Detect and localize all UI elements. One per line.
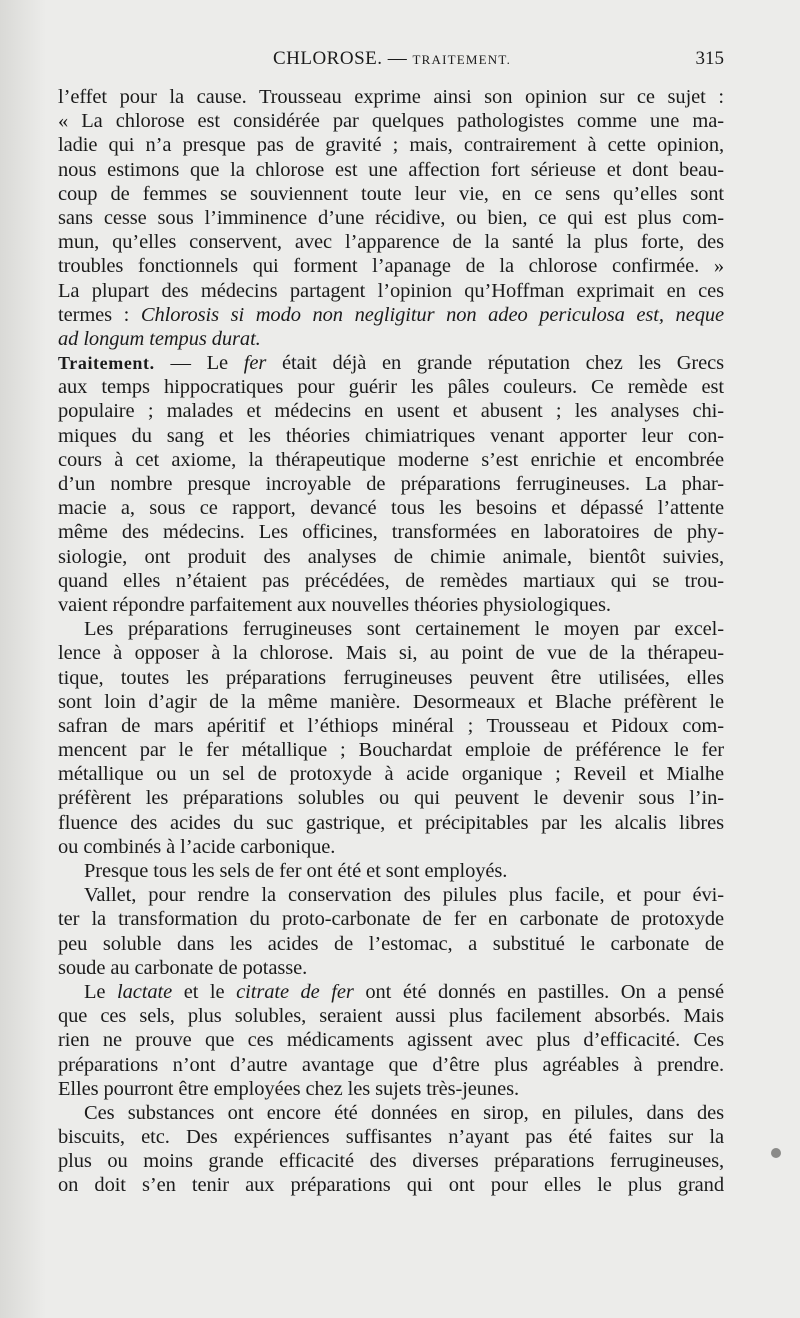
text-line <box>58 762 724 786</box>
text-line <box>58 399 724 423</box>
text-line <box>58 1004 724 1028</box>
text-line <box>58 1149 724 1173</box>
text-run: — Le <box>154 352 244 375</box>
text-line <box>58 956 724 980</box>
text-run: on doit s’en tenir aux préparations qui ont pour elles le plus grand <box>58 1174 724 1197</box>
text-line <box>58 448 724 472</box>
text-line <box>58 375 724 399</box>
text-line <box>58 351 724 375</box>
text-line <box>58 738 724 762</box>
italic-phrase: ad longum tempus durat. <box>58 327 261 350</box>
text-run: Le <box>84 980 118 1003</box>
text-line <box>58 714 724 738</box>
italic-phrase: Chlorosis si modo non negligitur non adeo periculosa est, <box>140 303 664 326</box>
text-line <box>58 496 724 520</box>
text-line <box>58 1101 724 1125</box>
text-run <box>664 304 676 326</box>
text-line <box>58 786 724 810</box>
text-run: cours à cet axiome, la thérapeutique moderne s’est enrichie et encombrée <box>58 448 724 471</box>
text-line <box>58 158 724 182</box>
page-number: 315 <box>695 48 724 69</box>
text-run: soude au carbonate de potasse. <box>58 956 308 979</box>
text-line <box>58 109 724 133</box>
text-line <box>58 230 724 254</box>
text-run: Les préparations ferrugineuses sont certainement le moyen par excel- <box>84 618 724 641</box>
text-run: mencent par le fer métallique ; Bouchardat emploie de préférence le fer <box>58 739 724 762</box>
text-run: « La chlorose est considérée par quelques pathologistes comme une ma- <box>58 110 724 133</box>
text-run: aux temps hippocratiques pour guérir les pâles couleurs. Ce remède est <box>58 376 724 399</box>
text-line <box>58 85 724 109</box>
text-run: quand elles n’étaient pas précédées, de remèdes martiaux qui se trou- <box>58 569 724 592</box>
text-run: était déjà en grande réputation chez les Grecs <box>266 352 724 375</box>
body-text <box>58 85 724 1198</box>
header-chapter: CHLOROSE. <box>272 48 383 69</box>
text-line <box>58 472 724 496</box>
text-line <box>58 569 724 593</box>
text-run: d’un nombre presque incroyable de préparations ferrugineuses. La phar- <box>58 473 724 495</box>
text-run: siologie, ont produit des analyses de chimie animale, bientôt suivies, <box>58 545 724 568</box>
text-run: ou combinés à l’acide carbonique. <box>58 835 336 858</box>
text-run: même des médecins. Les officines, transformées en laboratoires de phy- <box>58 521 724 544</box>
text-line <box>58 811 724 835</box>
text-line <box>58 859 724 883</box>
text-line <box>58 424 724 448</box>
text-run: Elles pourront être employées chez les sujets très-jeunes. <box>58 1077 519 1100</box>
text-run: Vallet, pour rendre la conservation des pilules plus facile, et pour évi- <box>84 884 724 907</box>
text-line <box>58 520 724 544</box>
italic-phrase: neque <box>675 303 724 326</box>
text-line <box>58 327 724 351</box>
text-run: mun, qu’elles conservent, avec l’apparence de la santé la plus forte, des <box>58 231 724 254</box>
text-run: peu soluble dans les acides de l’estomac, a substitué le carbonate de <box>58 932 724 955</box>
text-run: sont loin d’agir de la même manière. Desormeaux et Blache préfèrent le <box>58 690 724 713</box>
text-line <box>58 593 724 617</box>
text-run: biscuits, etc. Des expériences suffisantes n’ayant pas été faites sur la <box>58 1126 724 1149</box>
text-line <box>58 206 724 230</box>
text-line <box>58 617 724 641</box>
text-run: sans cesse sous l’imminence d’une récidive, ou bien, ce qui est plus com- <box>58 206 724 229</box>
text-run: populaire ; malades et médecins en usent et abusent ; les analyses chi- <box>58 400 724 423</box>
text-line <box>58 545 724 569</box>
text-run: l’effet pour la cause. Trousseau exprime ainsi son opinion sur ce sujet : <box>58 86 724 108</box>
text-line <box>58 1028 724 1052</box>
text-run: Presque tous les sels de fer ont été et sont employés. <box>84 860 508 882</box>
text-run: miques du sang et les théories chimiatriques venant apporter leur con- <box>58 424 724 447</box>
text-line <box>58 690 724 714</box>
text-run: tique, toutes les préparations ferrugineuses peuvent être utilisées, elles <box>58 666 724 689</box>
text-line <box>58 303 724 327</box>
italic-phrase: fer <box>243 352 267 375</box>
text-line <box>58 932 724 956</box>
text-run: safran de mars apéritif et l’éthiops minéral ; Trousseau et Pidoux com- <box>58 714 724 737</box>
text-line <box>58 835 724 859</box>
text-run: préparations n’ont d’autre avantage que d’être plus agréables à prendre. <box>58 1053 724 1076</box>
text-line <box>58 1077 724 1101</box>
text-run: La plupart des médecins partagent l’opinion qu’Hoffman exprimait en ces <box>58 279 724 302</box>
text-run: ter la transformation du proto-carbonate de fer en carbonate de protoxyde <box>58 908 724 931</box>
text-line <box>58 1125 724 1149</box>
ink-spot <box>771 1148 781 1158</box>
text-run: ont été donnés en pastilles. On a pensé <box>353 980 725 1003</box>
text-run: termes : <box>58 303 141 326</box>
text-line <box>58 980 724 1004</box>
page-gutter-shadow <box>0 0 46 1318</box>
text-run: rien ne prouve que ces médicaments agissent avec plus d’efficacité. Ces <box>58 1029 724 1052</box>
text-line <box>58 279 724 303</box>
text-line <box>58 883 724 907</box>
text-run: nous estimons que la chlorose est une affection fort sérieuse et dont beau- <box>58 158 724 181</box>
text-run: vaient répondre parfaitement aux nouvelles théories physiologiques. <box>58 593 611 616</box>
text-run: coup de femmes se souviennent toute leur vie, en ce sens qu’elles sont <box>58 182 724 205</box>
text-run: macie a, sous ce rapport, devancé tous les besoins et dépassé l’attente <box>58 497 724 520</box>
text-line <box>58 133 724 157</box>
text-run: que ces sels, plus solubles, seraient aussi plus facilement absorbés. Mais <box>58 1005 724 1028</box>
header-dash: — <box>387 48 408 69</box>
text-line <box>58 641 724 665</box>
text-line <box>58 907 724 931</box>
text-line <box>58 666 724 690</box>
text-run: lence à opposer à la chlorose. Mais si, au point de vue de la thérapeu- <box>58 642 724 665</box>
header-title <box>60 48 724 70</box>
text-run: préfèrent les préparations solubles ou qui peuvent le devenir sous l’in- <box>58 787 724 810</box>
section-heading: Traitement. <box>58 353 155 374</box>
running-header <box>60 48 724 74</box>
text-line <box>58 1173 724 1197</box>
text-run: plus ou moins grande efficacité des diverses préparations ferrugineuses, <box>58 1150 724 1173</box>
header-section: TRAITEMENT. <box>412 52 512 67</box>
text-line <box>58 182 724 206</box>
text-line <box>58 1053 724 1077</box>
text-run: troubles fonctionnels qui forment l’apanage de la chlorose confirmée. » <box>58 255 724 278</box>
text-run: métallique ou un sel de protoxyde à acide organique ; Reveil et Mialhe <box>58 763 724 786</box>
text-run: et le <box>172 980 237 1003</box>
text-line <box>58 254 724 278</box>
text-run: fluence des acides du suc gastrique, et précipitables par les alcalis libres <box>58 811 724 834</box>
text-run: ladie qui n’a presque pas de gravité ; mais, contrairement à cette opinion, <box>58 134 724 157</box>
text-run: Ces substances ont encore été données en sirop, en pilules, dans des <box>84 1101 724 1124</box>
italic-phrase: lactate <box>117 980 173 1003</box>
italic-phrase: citrate de fer <box>236 980 354 1003</box>
